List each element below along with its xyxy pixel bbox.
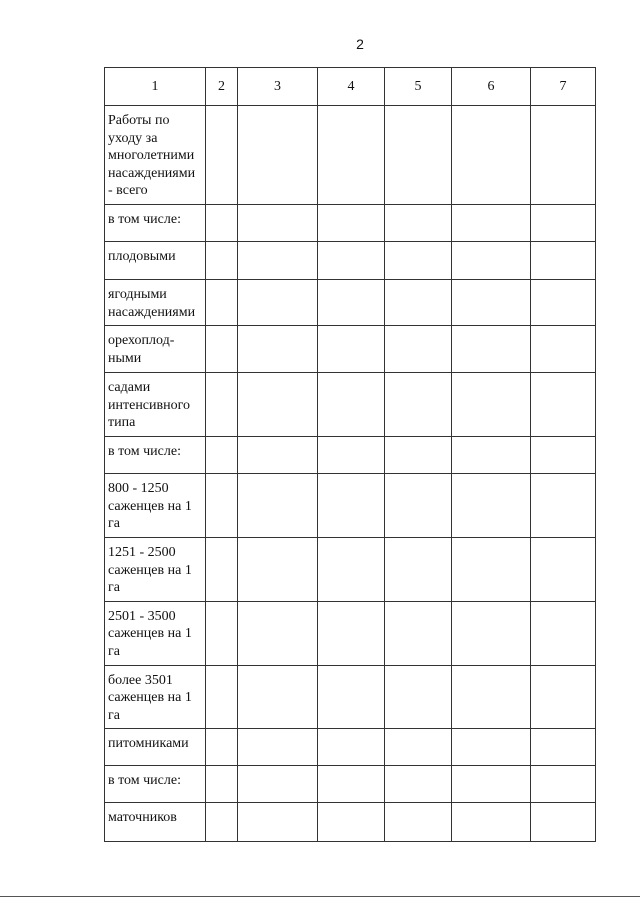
table-cell <box>452 665 531 729</box>
table-cell <box>452 437 531 474</box>
table-cell <box>531 106 596 205</box>
table-cell <box>452 538 531 602</box>
table-cell <box>318 106 385 205</box>
table-cell <box>206 106 238 205</box>
column-header: 2 <box>206 68 238 106</box>
table-cell <box>531 242 596 280</box>
row-label: более 3501 саженцев на 1 га <box>105 665 206 729</box>
table-cell <box>531 474 596 538</box>
row-label: в том числе: <box>105 205 206 242</box>
table-row <box>105 665 596 729</box>
table-cell <box>531 373 596 437</box>
table-cell <box>452 474 531 538</box>
table-cell <box>318 803 385 842</box>
table-row <box>105 474 596 538</box>
table-cell <box>452 326 531 373</box>
table-cell <box>452 242 531 280</box>
row-label: орехоплод-ными <box>105 326 206 373</box>
table-cell <box>206 601 238 665</box>
table-cell <box>238 326 318 373</box>
table-cell <box>452 766 531 803</box>
table-cell <box>206 729 238 766</box>
table-cell <box>452 373 531 437</box>
page-number: 2 <box>356 36 364 52</box>
table-cell <box>385 437 452 474</box>
table-cell <box>531 538 596 602</box>
column-header: 4 <box>318 68 385 106</box>
table-row <box>105 766 596 803</box>
column-header: 7 <box>531 68 596 106</box>
row-label: Работы по уходу за многолетними насаждениями - всего <box>105 106 206 205</box>
table-cell <box>385 729 452 766</box>
table-cell <box>206 242 238 280</box>
table-cell <box>318 242 385 280</box>
table-cell <box>238 280 318 326</box>
table-cell <box>531 280 596 326</box>
table-cell <box>452 106 531 205</box>
row-label: плодовыми <box>105 242 206 280</box>
row-label: питомниками <box>105 729 206 766</box>
table-row <box>105 242 596 280</box>
table-cell <box>318 326 385 373</box>
table-cell <box>238 242 318 280</box>
works-table <box>104 67 596 842</box>
table-cell <box>452 729 531 766</box>
table-cell <box>206 373 238 437</box>
table-cell <box>238 437 318 474</box>
table-cell <box>531 326 596 373</box>
table-cell <box>206 474 238 538</box>
table-row <box>105 803 596 842</box>
table-cell <box>385 803 452 842</box>
table-row <box>105 280 596 326</box>
table-cell <box>206 665 238 729</box>
table-cell <box>531 766 596 803</box>
table-header-row <box>105 68 596 106</box>
row-label: 1251 - 2500 саженцев на 1 га <box>105 538 206 602</box>
table-cell <box>531 601 596 665</box>
table-cell <box>206 280 238 326</box>
table-cell <box>318 601 385 665</box>
table-cell <box>385 280 452 326</box>
table-cell <box>238 665 318 729</box>
table-cell <box>531 729 596 766</box>
row-label: 800 - 1250 саженцев на 1 га <box>105 474 206 538</box>
table-row <box>105 106 596 205</box>
table-cell <box>238 729 318 766</box>
table-cell <box>206 803 238 842</box>
table-row <box>105 437 596 474</box>
table-row <box>105 205 596 242</box>
table-cell <box>238 766 318 803</box>
table-row <box>105 729 596 766</box>
table-cell <box>385 373 452 437</box>
table-cell <box>531 803 596 842</box>
column-header: 3 <box>238 68 318 106</box>
table-cell <box>385 106 452 205</box>
table-row <box>105 538 596 602</box>
table-cell <box>318 373 385 437</box>
table-cell <box>238 205 318 242</box>
table-row <box>105 373 596 437</box>
table-cell <box>318 665 385 729</box>
row-label: в том числе: <box>105 437 206 474</box>
row-label: маточников <box>105 803 206 842</box>
row-label: в том числе: <box>105 766 206 803</box>
row-label: садами интенсивного типа <box>105 373 206 437</box>
table-cell <box>238 803 318 842</box>
table-cell <box>452 803 531 842</box>
table-cell <box>238 538 318 602</box>
table-cell <box>318 729 385 766</box>
table-cell <box>238 474 318 538</box>
table-cell <box>206 205 238 242</box>
table-cell <box>531 665 596 729</box>
table-cell <box>206 538 238 602</box>
row-label: ягодными насаждениями <box>105 280 206 326</box>
table-cell <box>452 205 531 242</box>
table-cell <box>385 326 452 373</box>
table-cell <box>318 538 385 602</box>
table-cell <box>385 766 452 803</box>
column-header: 1 <box>105 68 206 106</box>
table-cell <box>318 474 385 538</box>
table-cell <box>385 205 452 242</box>
table-cell <box>318 205 385 242</box>
table-cell <box>452 280 531 326</box>
column-header: 5 <box>385 68 452 106</box>
table-cell <box>452 601 531 665</box>
table-cell <box>318 766 385 803</box>
table-cell <box>206 766 238 803</box>
table-cell <box>385 538 452 602</box>
table-cell <box>238 601 318 665</box>
table-cell <box>531 205 596 242</box>
table-cell <box>206 326 238 373</box>
table-cell <box>206 437 238 474</box>
table-cell <box>238 373 318 437</box>
table-cell <box>238 106 318 205</box>
table-row <box>105 601 596 665</box>
page-bottom-rule <box>0 896 640 897</box>
table-cell <box>385 242 452 280</box>
table-row <box>105 326 596 373</box>
table-cell <box>385 474 452 538</box>
table-cell <box>385 601 452 665</box>
table-cell <box>385 665 452 729</box>
table-cell <box>531 437 596 474</box>
column-header: 6 <box>452 68 531 106</box>
table-cell <box>318 437 385 474</box>
row-label: 2501 - 3500 саженцев на 1 га <box>105 601 206 665</box>
table-cell <box>318 280 385 326</box>
